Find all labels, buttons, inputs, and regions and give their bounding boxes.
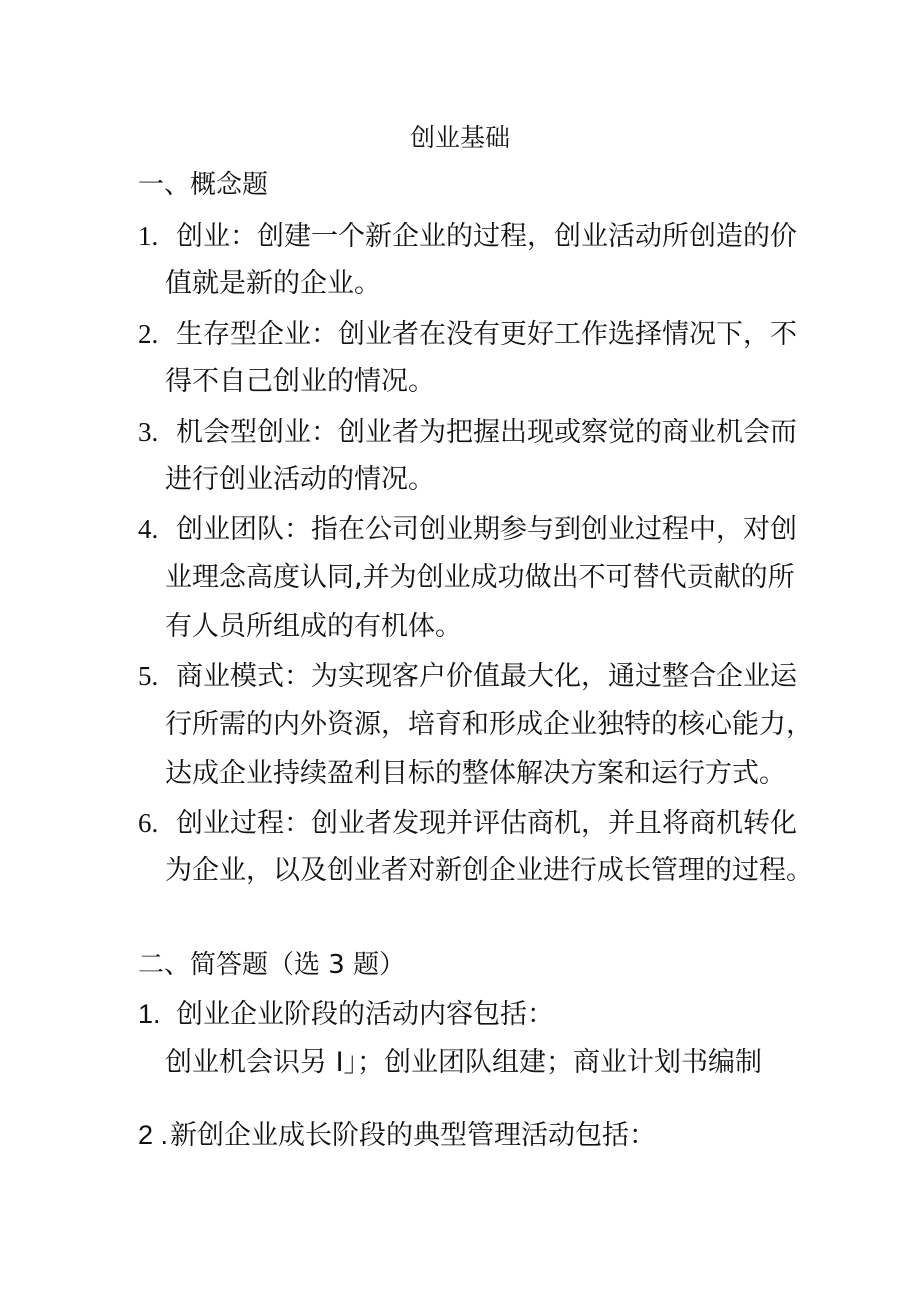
short-answer-item-1 xyxy=(138,996,554,1033)
section-2-heading: 二、简答题（选 3 题） xyxy=(138,950,406,980)
item-number: 2. xyxy=(138,319,159,349)
item-number: 4. xyxy=(138,514,159,544)
item-text-line: 有人员所组成的有机体。 xyxy=(165,611,462,642)
item-text-line: 达成企业持续盈利目标的整体解决方案和运行方式。 xyxy=(165,758,786,789)
document-title: 创业基础 xyxy=(409,123,510,152)
concept-item-3 xyxy=(138,414,797,451)
item-text-line: 创业过程：创业者发现并评估商机，并且将商机转化 xyxy=(176,808,797,839)
concept-item-1 xyxy=(138,218,797,255)
item-text-line: 得不自己创业的情况。 xyxy=(165,366,435,397)
item-text-line: 机会型创业：创业者为把握出现或察觉的商业机会而 xyxy=(176,417,797,448)
item-text-line: 进行创业活动的情况。 xyxy=(165,464,435,495)
item-number: 3. xyxy=(138,417,159,447)
item-text-line: 创业企业阶段的活动内容包括： xyxy=(176,999,554,1030)
item-text-line: 新创企业成长阶段的典型管理活动包括： xyxy=(170,1120,656,1151)
concept-item-5 xyxy=(138,658,797,695)
concept-item-6 xyxy=(138,805,797,842)
section-1-heading: 一、概念题 xyxy=(138,170,269,200)
item-text-line: 值就是新的企业。 xyxy=(165,268,381,299)
item-text-line: 创业团队：指在公司创业期参与到创业过程中，对创 xyxy=(176,514,797,545)
short-answer-item-2 xyxy=(138,1117,656,1154)
item-text-line: 商业模式：为实现客户价值最大化，通过整合企业运 xyxy=(176,661,797,692)
item-number: 5. xyxy=(138,661,159,691)
item-text-line: 业理念高度认同,并为创业成功做出不可替代贡献的所 xyxy=(165,562,795,593)
item-number: 6. xyxy=(138,808,159,838)
item-text-line: 生存型企业：创业者在没有更好工作选择情况下，不 xyxy=(176,319,797,350)
item-number: 2 . xyxy=(138,1120,169,1150)
item-text-line: 行所需的内外资源，培育和形成企业独特的核心能力， xyxy=(165,709,813,740)
concept-item-4 xyxy=(138,511,797,548)
concept-item-2 xyxy=(138,316,797,353)
item-number: 1. xyxy=(138,999,161,1029)
item-text-line: 创业机会识另 I」；创业团队组建；商业计划书编制 xyxy=(165,1047,763,1078)
item-number: 1. xyxy=(138,221,159,251)
item-text-line: 为企业，以及创业者对新创企业进行成长管理的过程。 xyxy=(165,855,813,886)
item-text-line: 创业：创建一个新企业的过程，创业活动所创造的价 xyxy=(176,221,797,252)
